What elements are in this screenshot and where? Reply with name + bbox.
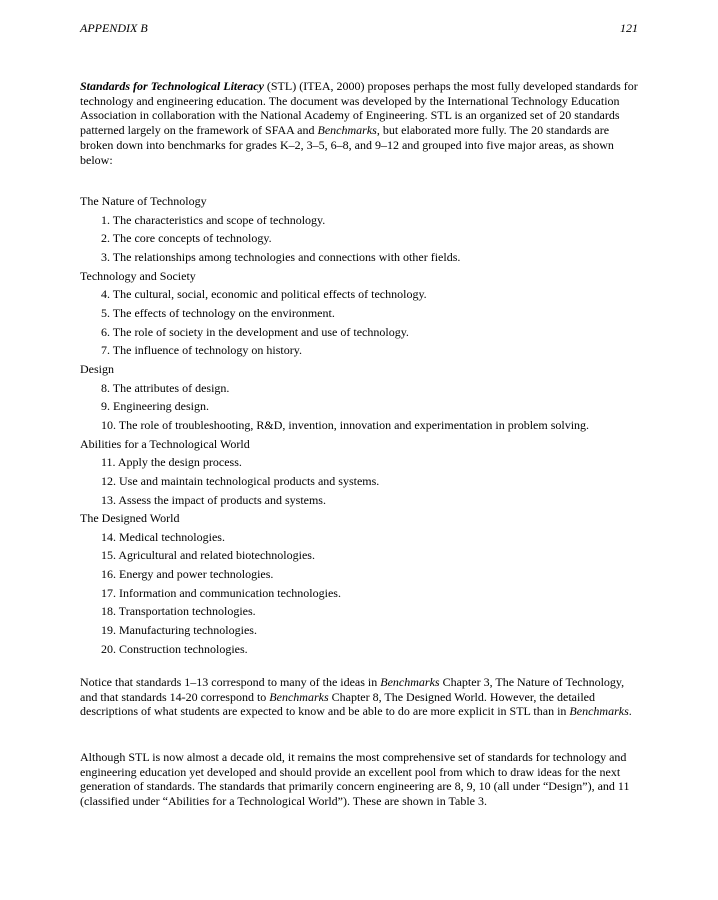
group-title: Technology and Society xyxy=(80,268,196,283)
benchmarks-ref: Benchmarks xyxy=(317,123,377,138)
page-header xyxy=(80,21,638,37)
standard-item: 12. Use and maintain technological products and systems. xyxy=(101,473,380,488)
standards-list xyxy=(80,192,680,658)
intro-text-1: (STL) (ITEA, 2000) proposes perhaps the most fully developed standards for technology and engineering education. The document was developed by the International Technology Education Association in collaboration with the National Academy of Engineering. STL is an organized set of 20 standards patterned largely on the framework of SFAA and xyxy=(80,79,638,138)
notice-paragraph xyxy=(80,675,640,719)
standard-item: 10. The role of troubleshooting, R&D, invention, innovation and experimentation in problem solving. xyxy=(101,417,590,432)
standard-item: 7. The influence of technology on history. xyxy=(101,343,302,358)
standard-item: 6. The role of society in the development and use of technology. xyxy=(101,324,409,339)
intro-paragraph xyxy=(80,79,640,167)
standard-item: 15. Agricultural and related biotechnologies. xyxy=(101,548,315,563)
benchmarks-ref: Benchmarks xyxy=(380,675,440,689)
stl-title: Standards for Technological Literacy xyxy=(80,79,264,93)
benchmarks-ref: Benchmarks xyxy=(269,689,329,704)
standard-item: 8. The attributes of design. xyxy=(101,380,230,395)
standard-item: 13. Assess the impact of products and systems. xyxy=(101,492,326,507)
standard-item: 19. Manufacturing technologies. xyxy=(101,623,257,638)
standard-item: 4. The cultural, social, economic and political effects of technology. xyxy=(101,287,427,302)
standard-item: 2. The core concepts of technology. xyxy=(101,231,272,246)
group-title: Design xyxy=(80,361,114,376)
intro-text-2: , but elaborated more fully. The 20 standards are broken down into benchmarks for grades K–2, 3–5, 6–8, and 9–12 and grouped into five major areas, as shown below: xyxy=(80,123,614,167)
standard-item: 14. Medical technologies. xyxy=(101,529,225,544)
benchmarks-ref: Benchmarks xyxy=(569,704,629,719)
group-title: The Nature of Technology xyxy=(80,194,207,208)
closing-paragraph: Although STL is now almost a decade old, it remains the most comprehensive set of standards for technology and engineering education yet developed and should provide an excellent pool from which to draw ideas for the next generation of standards. The standards that primarily concern engineering are 8, 9, 10 (all under “Design”), and 11 (classified under “Abilities for a Technological World”). These are shown in Table 3. xyxy=(80,750,630,809)
standard-item: 9. Engineering design. xyxy=(101,399,209,414)
standard-item: 18. Transportation technologies. xyxy=(101,604,256,619)
standard-item: 11. Apply the design process. xyxy=(101,455,242,470)
group-title: The Designed World xyxy=(80,511,180,526)
standard-item: 1. The characteristics and scope of technology. xyxy=(101,212,326,227)
notice-text-4: . xyxy=(628,704,632,719)
standard-item: 5. The effects of technology on the environment. xyxy=(101,305,335,320)
standard-item: 20. Construction technologies. xyxy=(101,641,248,656)
group-title: Abilities for a Technological World xyxy=(80,436,250,451)
notice-text-2: Chapter 3, The Nature of Technology, and that standards 14-20 correspond to xyxy=(80,675,625,704)
notice-text-3: Chapter 8, The Designed World. However, the detailed descriptions of what students are expected to know and be able to do are more explicit in STL than in xyxy=(80,689,595,719)
page-number: 121 xyxy=(620,21,638,35)
notice-text-1: Notice that standards 1–13 correspond to many of the ideas in xyxy=(80,675,381,689)
standard-item: 16. Energy and power technologies. xyxy=(101,567,274,582)
standard-item: 3. The relationships among technologies and connections with other fields. xyxy=(101,249,461,264)
header-appendix-label: APPENDIX B xyxy=(80,21,148,35)
standard-item: 17. Information and communication technologies. xyxy=(101,585,341,600)
